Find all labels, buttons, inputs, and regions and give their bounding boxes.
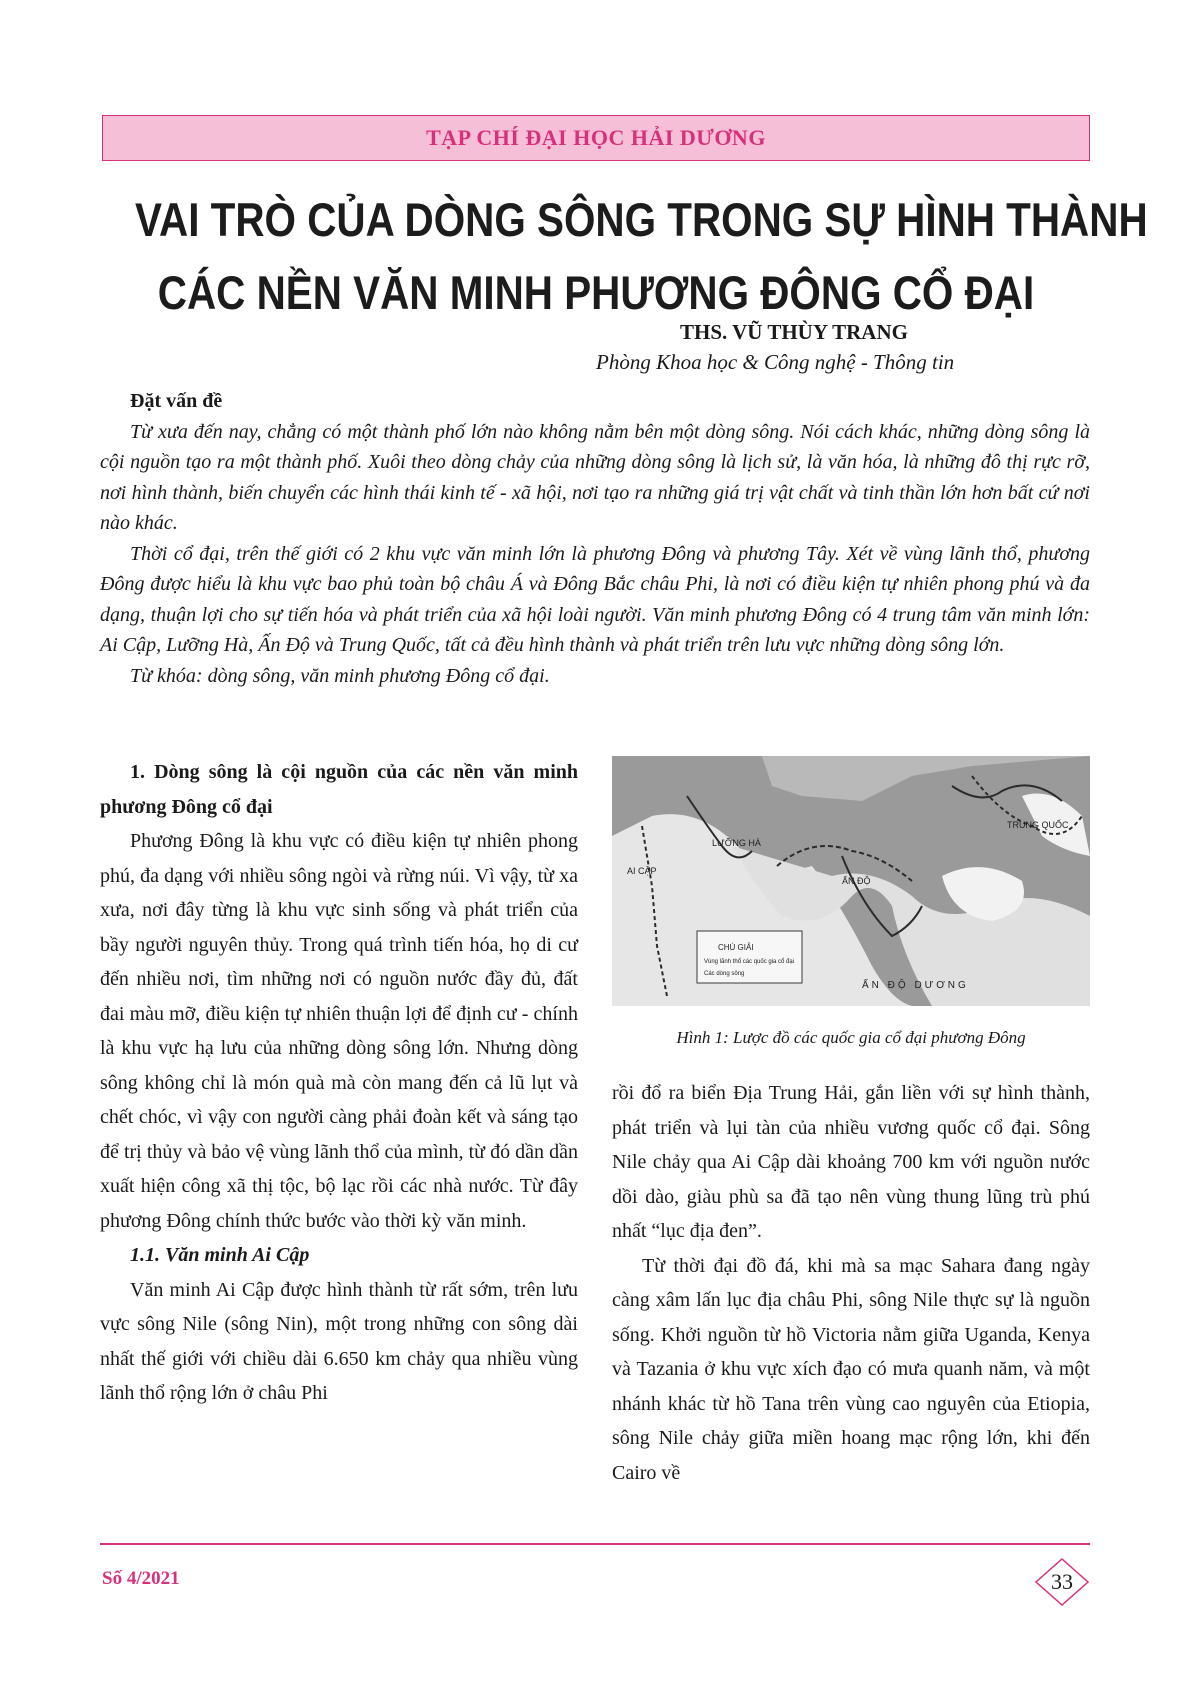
legend-entry: Các dòng sông [704, 971, 745, 977]
map-figure [612, 756, 1090, 1006]
keywords: Từ khóa: dòng sông, văn minh phương Đông cổ đại. [130, 664, 550, 687]
body-paragraph: Phương Đông là khu vực có điều kiện tự nhiên phong phú, đa dạng với nhiều sông ngòi và rừng núi. Vì vậy, từ xa xưa, nơi đây từng là khu vực sinh sống và phát triển của bầy người nguyên thủy. Trong quá trình tiến hóa, họ di cư đến nhiều nơi, tìm những nơi có nguồn nước đầy đủ, đất đai màu mỡ, điều kiện tự nhiên thuận lợi để định cư - chính là khu vực hạ lưu của những dòng sông lớn. Nhưng dòng sông không chỉ là món quà mà còn mang đến cả lũ lụt và chết chóc, vì vậy con người càng phải đoàn kết và sáng tạo để trị thủy và bảo vệ vùng lãnh thổ của mình, từ đó dần dần xuất hiện công xã thị tộc, bộ lạc rồi các nhà nước. Từ đây phương Đông chính thức bước vào thời kỳ văn minh. [100, 830, 578, 1232]
author-affiliation: Phòng Khoa học & Công nghệ - Thông tin [596, 350, 955, 374]
footer-divider [100, 1543, 1090, 1545]
journal-name: TẠP CHÍ ĐẠI HỌC HẢI DƯƠNG [426, 125, 766, 150]
abstract-paragraph: Thời cổ đại, trên thế giới có 2 khu vực văn minh lớn là phương Đông và phương Tây. Xét về vùng lãnh thổ, phương Đông được hiểu là khu vực bao phủ toàn bộ châu Á và Đông Bắc châu Phi, là nơi có điều kiện tự nhiên phong phú và đa dạng, thuận lợi cho sự tiến hóa và phát triển của xã hội loài người. Văn minh phương Đông có 4 trung tâm văn minh lớn: Ai Cập, Lưỡng Hà, Ấn Độ và Trung Quốc, tất cả đều hình thành và phát triển trên lưu vực những dòng sông lớn. [100, 542, 1090, 656]
map-label-india: ẤN ĐỘ [842, 876, 871, 886]
page-number-badge [1034, 1557, 1090, 1607]
legend-title: CHÚ GIẢI [718, 943, 754, 952]
section-heading: 1. Dòng sông là cội nguồn của các nền văn minh phương Đông cổ đại [100, 761, 578, 818]
figure-caption: Hình 1: Lược đồ các quốc gia cổ đại phương Đông [676, 1028, 1026, 1047]
body-column-right [612, 1076, 1090, 1490]
map-label-china: TRUNG QUỐC [1007, 820, 1069, 830]
legend-entry: Vùng lãnh thổ các quốc gia cổ đại [704, 959, 795, 965]
page-number: 33 [1051, 1569, 1073, 1594]
abstract-paragraph: Từ xưa đến nay, chẳng có một thành phố lớn nào không nằm bên một dòng sông. Nói cách khác, những dòng sông là cội nguồn tạo ra một thành phố. Xuôi theo dòng chảy của những dòng sông là lịch sử, là văn hóa, là những đô thị rực rỡ, nơi hình thành, biến chuyển các hình thái kinh tế - xã hội, nơi tạo ra những giá trị vật chất và tinh thần lớn hơn bất cứ nơi nào khác. [100, 420, 1090, 534]
author-name: THS. VŨ THÙY TRANG [680, 320, 908, 344]
ancient-east-map [612, 756, 1090, 1006]
body-paragraph: Từ thời đại đồ đá, khi mà sa mạc Sahara đang ngày càng xâm lấn lục địa châu Phi, sông Nile thực sự là nguồn sống. Khởi nguồn từ hồ Victoria nằm giữa Uganda, Kenya và Tazania ở khu vực xích đạo có mưa quanh năm, và một nhánh khác từ hồ Tana trên vùng cao nguyên của Etiopia, sông Nile chảy giữa miền hoang mạc rộng lớn, khi đến Cairo về [612, 1254, 1090, 1484]
abstract-heading: Đặt vấn đề [130, 390, 223, 412]
article-title-line-1: VAI TRÒ CỦA DÒNG SÔNG TRONG SỰ HÌNH THÀNH [135, 193, 1148, 246]
abstract-block [100, 386, 1090, 691]
body-paragraph: Văn minh Ai Cập được hình thành từ rất sớm, trên lưu vực sông Nile (sông Nin), một trong những con sông dài nhất thế giới với chiều dài 6.650 km chảy qua nhiều vùng lãnh thổ rộng lớn ở châu Phi [100, 1278, 578, 1404]
article-title-line-2: CÁC NỀN VĂN MINH PHƯƠNG ĐÔNG CỔ ĐẠI [157, 266, 1035, 319]
map-label-mesopotamia: LƯỠNG HÀ [712, 838, 761, 848]
issue-number: Số 4/2021 [102, 1568, 180, 1589]
map-label-egypt: AI CẬP [627, 866, 657, 876]
map-label-ocean: ẤN ĐỘ DƯƠNG [862, 980, 969, 991]
journal-header-banner [102, 115, 1090, 161]
body-column-left [100, 755, 578, 1411]
subsection-heading: 1.1. Văn minh Ai Cập [130, 1244, 310, 1266]
body-paragraph: rồi đổ ra biển Địa Trung Hải, gắn liền với sự hình thành, phát triển và lụi tàn của nhiều vương quốc cổ đại. Sông Nile chảy qua Ai Cập dài khoảng 700 km với nguồn nước dồi dào, giàu phù sa đã tạo nên vùng thung lũng trù phú nhất “lục địa đen”. [612, 1082, 1090, 1242]
